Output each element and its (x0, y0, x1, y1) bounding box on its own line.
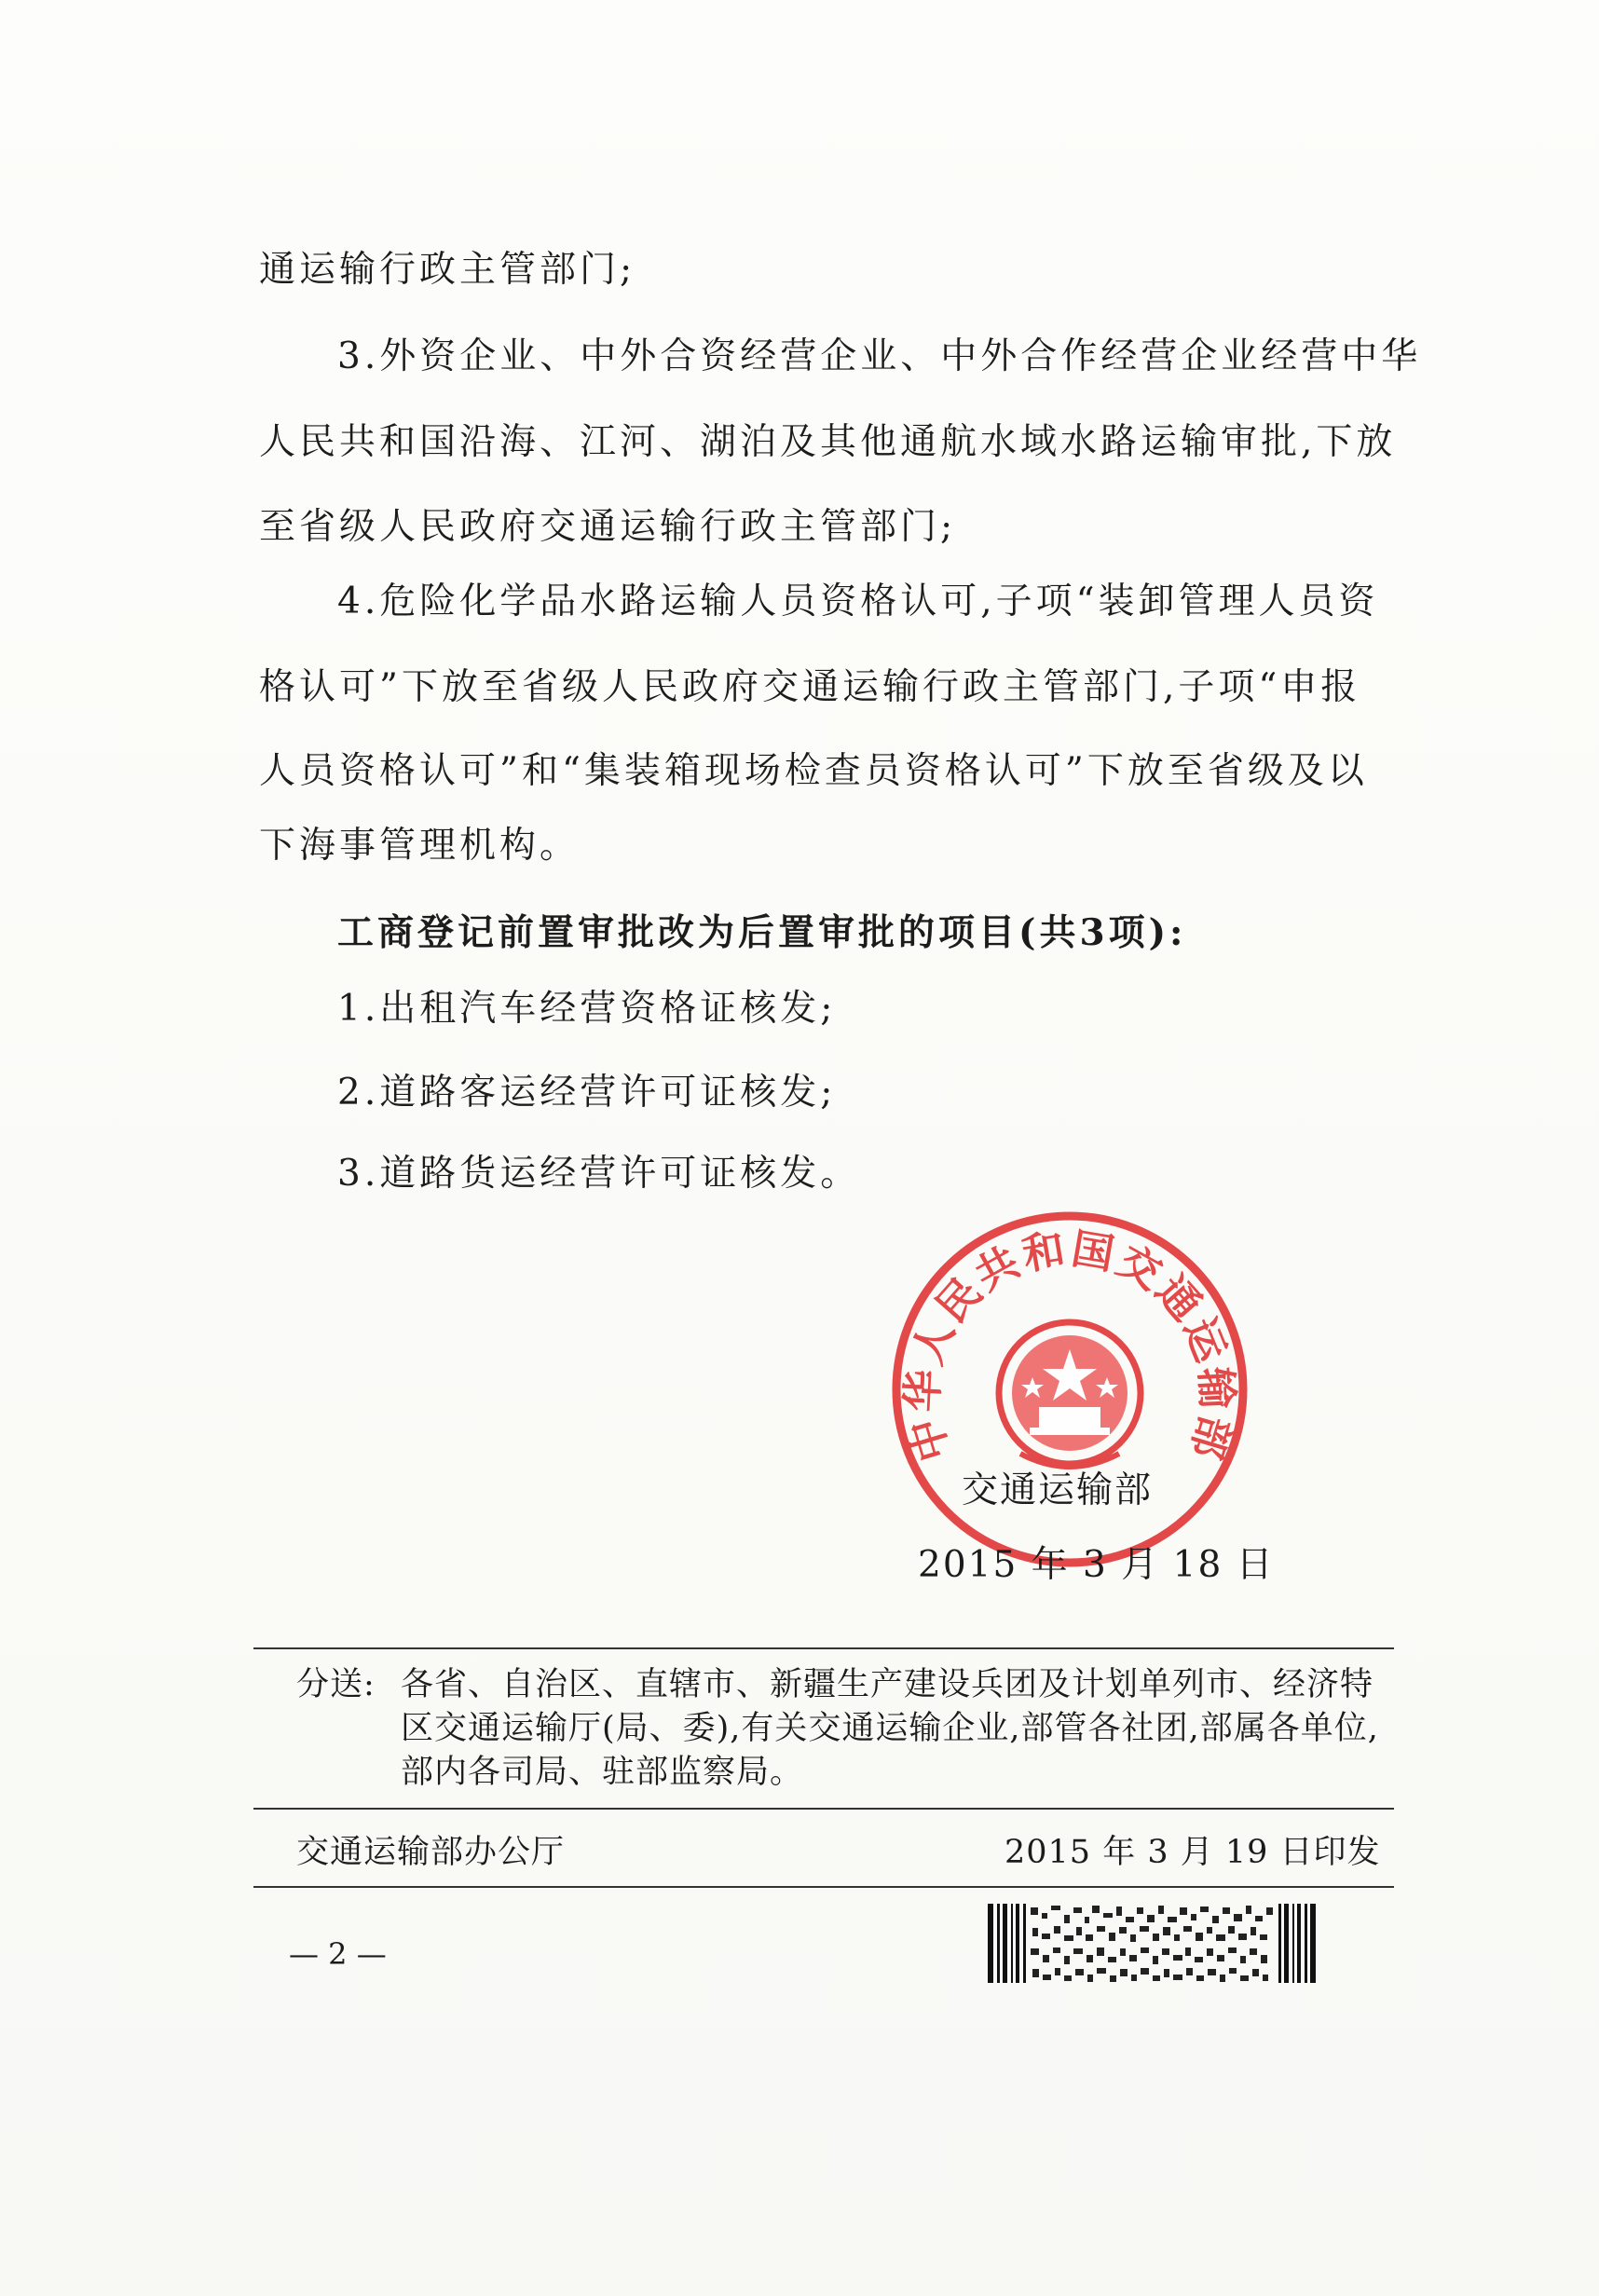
signature-date: 2015 年 3 月 18 日 (918, 1544, 1275, 1586)
list-item-3: 3.道路货运经营许可证核发。 (337, 1153, 861, 1195)
page-number: — 2 — (289, 1936, 387, 1972)
body-line-3: 人民共和国沿海、江河、湖泊及其他通航水域水路运输审批,下放 (259, 421, 1397, 463)
body-line-7: 人员资格认可”和“集装箱现场检查员资格认可”下放至省级及以 (259, 750, 1368, 792)
barcode-icon (988, 1904, 1316, 1983)
divider-bottom (253, 1886, 1394, 1888)
divider-top (253, 1647, 1394, 1649)
signature-org: 交通运输部 (962, 1469, 1154, 1511)
body-line-6: 格认可”下放至省级人民政府交通运输行政主管部门,子项“申报 (259, 666, 1361, 708)
footer-issuer: 交通运输部办公厅 (296, 1834, 566, 1871)
body-line-5: 4.危险化学品水路运输人员资格认可,子项“装卸管理人员资 (337, 581, 1379, 622)
distribution-text: 各省、自治区、直辖市、新疆生产建设兵团及计划单列市、经济特区交通运输厅(局、委),有关交通运输企业,部管各社团,部属各单位,部内各司局、驻部监察局。 (401, 1666, 1379, 1791)
list-item-2: 2.道路客运经营许可证核发; (337, 1072, 837, 1114)
body-line-4: 至省级人民政府交通运输行政主管部门; (259, 506, 957, 548)
body-line-8: 下海事管理机构。 (259, 825, 581, 867)
body-line-2: 3.外资企业、中外合资经营企业、中外合作经营企业经营中华 (337, 335, 1422, 377)
list-item-1: 1.出租汽车经营资格证核发; (337, 988, 837, 1030)
body-line-1: 通运输行政主管部门; (259, 249, 636, 291)
divider-middle (253, 1808, 1394, 1810)
footer-print-date: 2015 年 3 月 19 日印发 (1004, 1834, 1381, 1871)
official-seal (890, 1210, 1250, 1569)
national-emblem-icon (999, 1322, 1141, 1467)
distribution-label: 分送: (296, 1666, 376, 1703)
seal-text: 中华人民共和国交通运输部 (897, 1223, 1242, 1468)
section-heading: 工商登记前置审批改为后置审批的项目(共3项): (337, 911, 1187, 954)
